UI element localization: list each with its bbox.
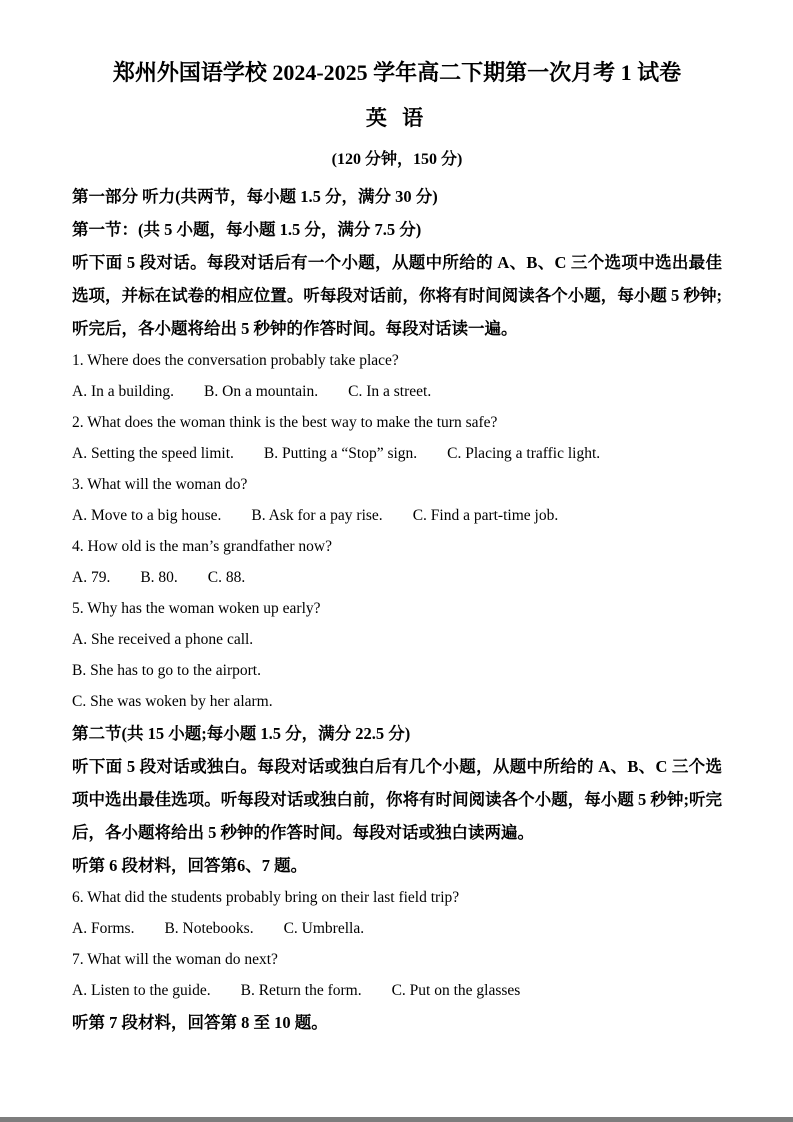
instructions-paragraph: 听下面 5 段对话或独白。每段对话或独白后有几个小题，从题中所给的 A、B、C 三个选项中选出最佳选项。听每段对话或独白前，你将有时间阅读各个小题，每小题 5 秒钟;听完后，各小题将给出 5 秒钟的作答时间。每段对话或独白读两遍。 bbox=[72, 757, 722, 842]
option: B. She has to go to the airport. bbox=[72, 662, 261, 679]
option: B. Ask for a pay rise. bbox=[251, 507, 383, 524]
option: A. Move to a big house. bbox=[72, 507, 222, 524]
option-row bbox=[72, 913, 722, 944]
option-row bbox=[72, 500, 722, 531]
option: B. 80. bbox=[140, 569, 178, 586]
option: A. Forms. bbox=[72, 920, 135, 937]
question-text: 5. Why has the woman woken up early? bbox=[72, 600, 321, 617]
option: C. She was woken by her alarm. bbox=[72, 693, 273, 710]
option-row bbox=[72, 376, 722, 407]
option-row bbox=[72, 438, 722, 469]
option: A. Listen to the guide. bbox=[72, 982, 211, 999]
option: B. Notebooks. bbox=[164, 920, 254, 937]
option: C. Find a part-time job. bbox=[412, 507, 559, 524]
option: A. Setting the speed limit. bbox=[72, 445, 234, 462]
section-heading: 第二节(共 15 小题;每小题 1.5 分，满分 22.5 分) bbox=[72, 724, 411, 743]
question-text: 2. What does the woman think is the best way to make the turn safe? bbox=[72, 414, 498, 431]
option: C. Placing a traffic light. bbox=[447, 445, 601, 462]
option: B. Return the form. bbox=[240, 982, 362, 999]
option: C. Umbrella. bbox=[283, 920, 365, 937]
exam-body bbox=[72, 180, 722, 1039]
question-text: 4. How old is the man’s grandfather now? bbox=[72, 538, 332, 555]
option: C. 88. bbox=[207, 569, 246, 586]
question-text: 6. What did the students probably bring on their last field trip? bbox=[72, 889, 460, 906]
section-heading: 第一部分 听力(共两节，每小题 1.5 分，满分 30 分) bbox=[72, 187, 438, 206]
section-heading: 听第 6 段材料，回答第6、7 题。 bbox=[72, 856, 308, 875]
option: C. Put on the glasses bbox=[391, 982, 521, 999]
instructions-paragraph: 听下面 5 段对话。每段对话后有一个小题，从题中所给的 A、B、C 三个选项中选出最佳选项，并标在试卷的相应位置。听每段对话前，你将有时间阅读各个小题，每小题 5 秒钟;听完后，各小题将给出 5 秒钟的作答时间。每段对话读一遍。 bbox=[72, 253, 722, 338]
section-heading: 听第 7 段材料，回答第 8 至 10 题。 bbox=[72, 1013, 328, 1032]
exam-title: 郑州外国语学校 2024-2025 学年高二下期第一次月考 1 试卷 bbox=[112, 60, 682, 85]
option-row bbox=[72, 562, 722, 593]
question-text: 1. Where does the conversation probably take place? bbox=[72, 352, 399, 369]
bottom-divider-bar bbox=[0, 1117, 793, 1122]
exam-duration-score: (120 分钟，150 分) bbox=[331, 151, 463, 168]
option-row bbox=[72, 975, 722, 1006]
section-heading: 第一节：(共 5 小题，每小题 1.5 分，满分 7.5 分) bbox=[72, 220, 422, 239]
question-text: 3. What will the woman do? bbox=[72, 476, 248, 493]
option: C. In a street. bbox=[348, 383, 432, 400]
question-text: 7. What will the woman do next? bbox=[72, 951, 278, 968]
option: B. Putting a “Stop” sign. bbox=[263, 445, 418, 462]
option: B. On a mountain. bbox=[204, 383, 319, 400]
option: A. She received a phone call. bbox=[72, 631, 254, 648]
option: A. 79. bbox=[72, 569, 111, 586]
exam-subject: 英 语 bbox=[365, 106, 429, 130]
option: A. In a building. bbox=[72, 383, 175, 400]
